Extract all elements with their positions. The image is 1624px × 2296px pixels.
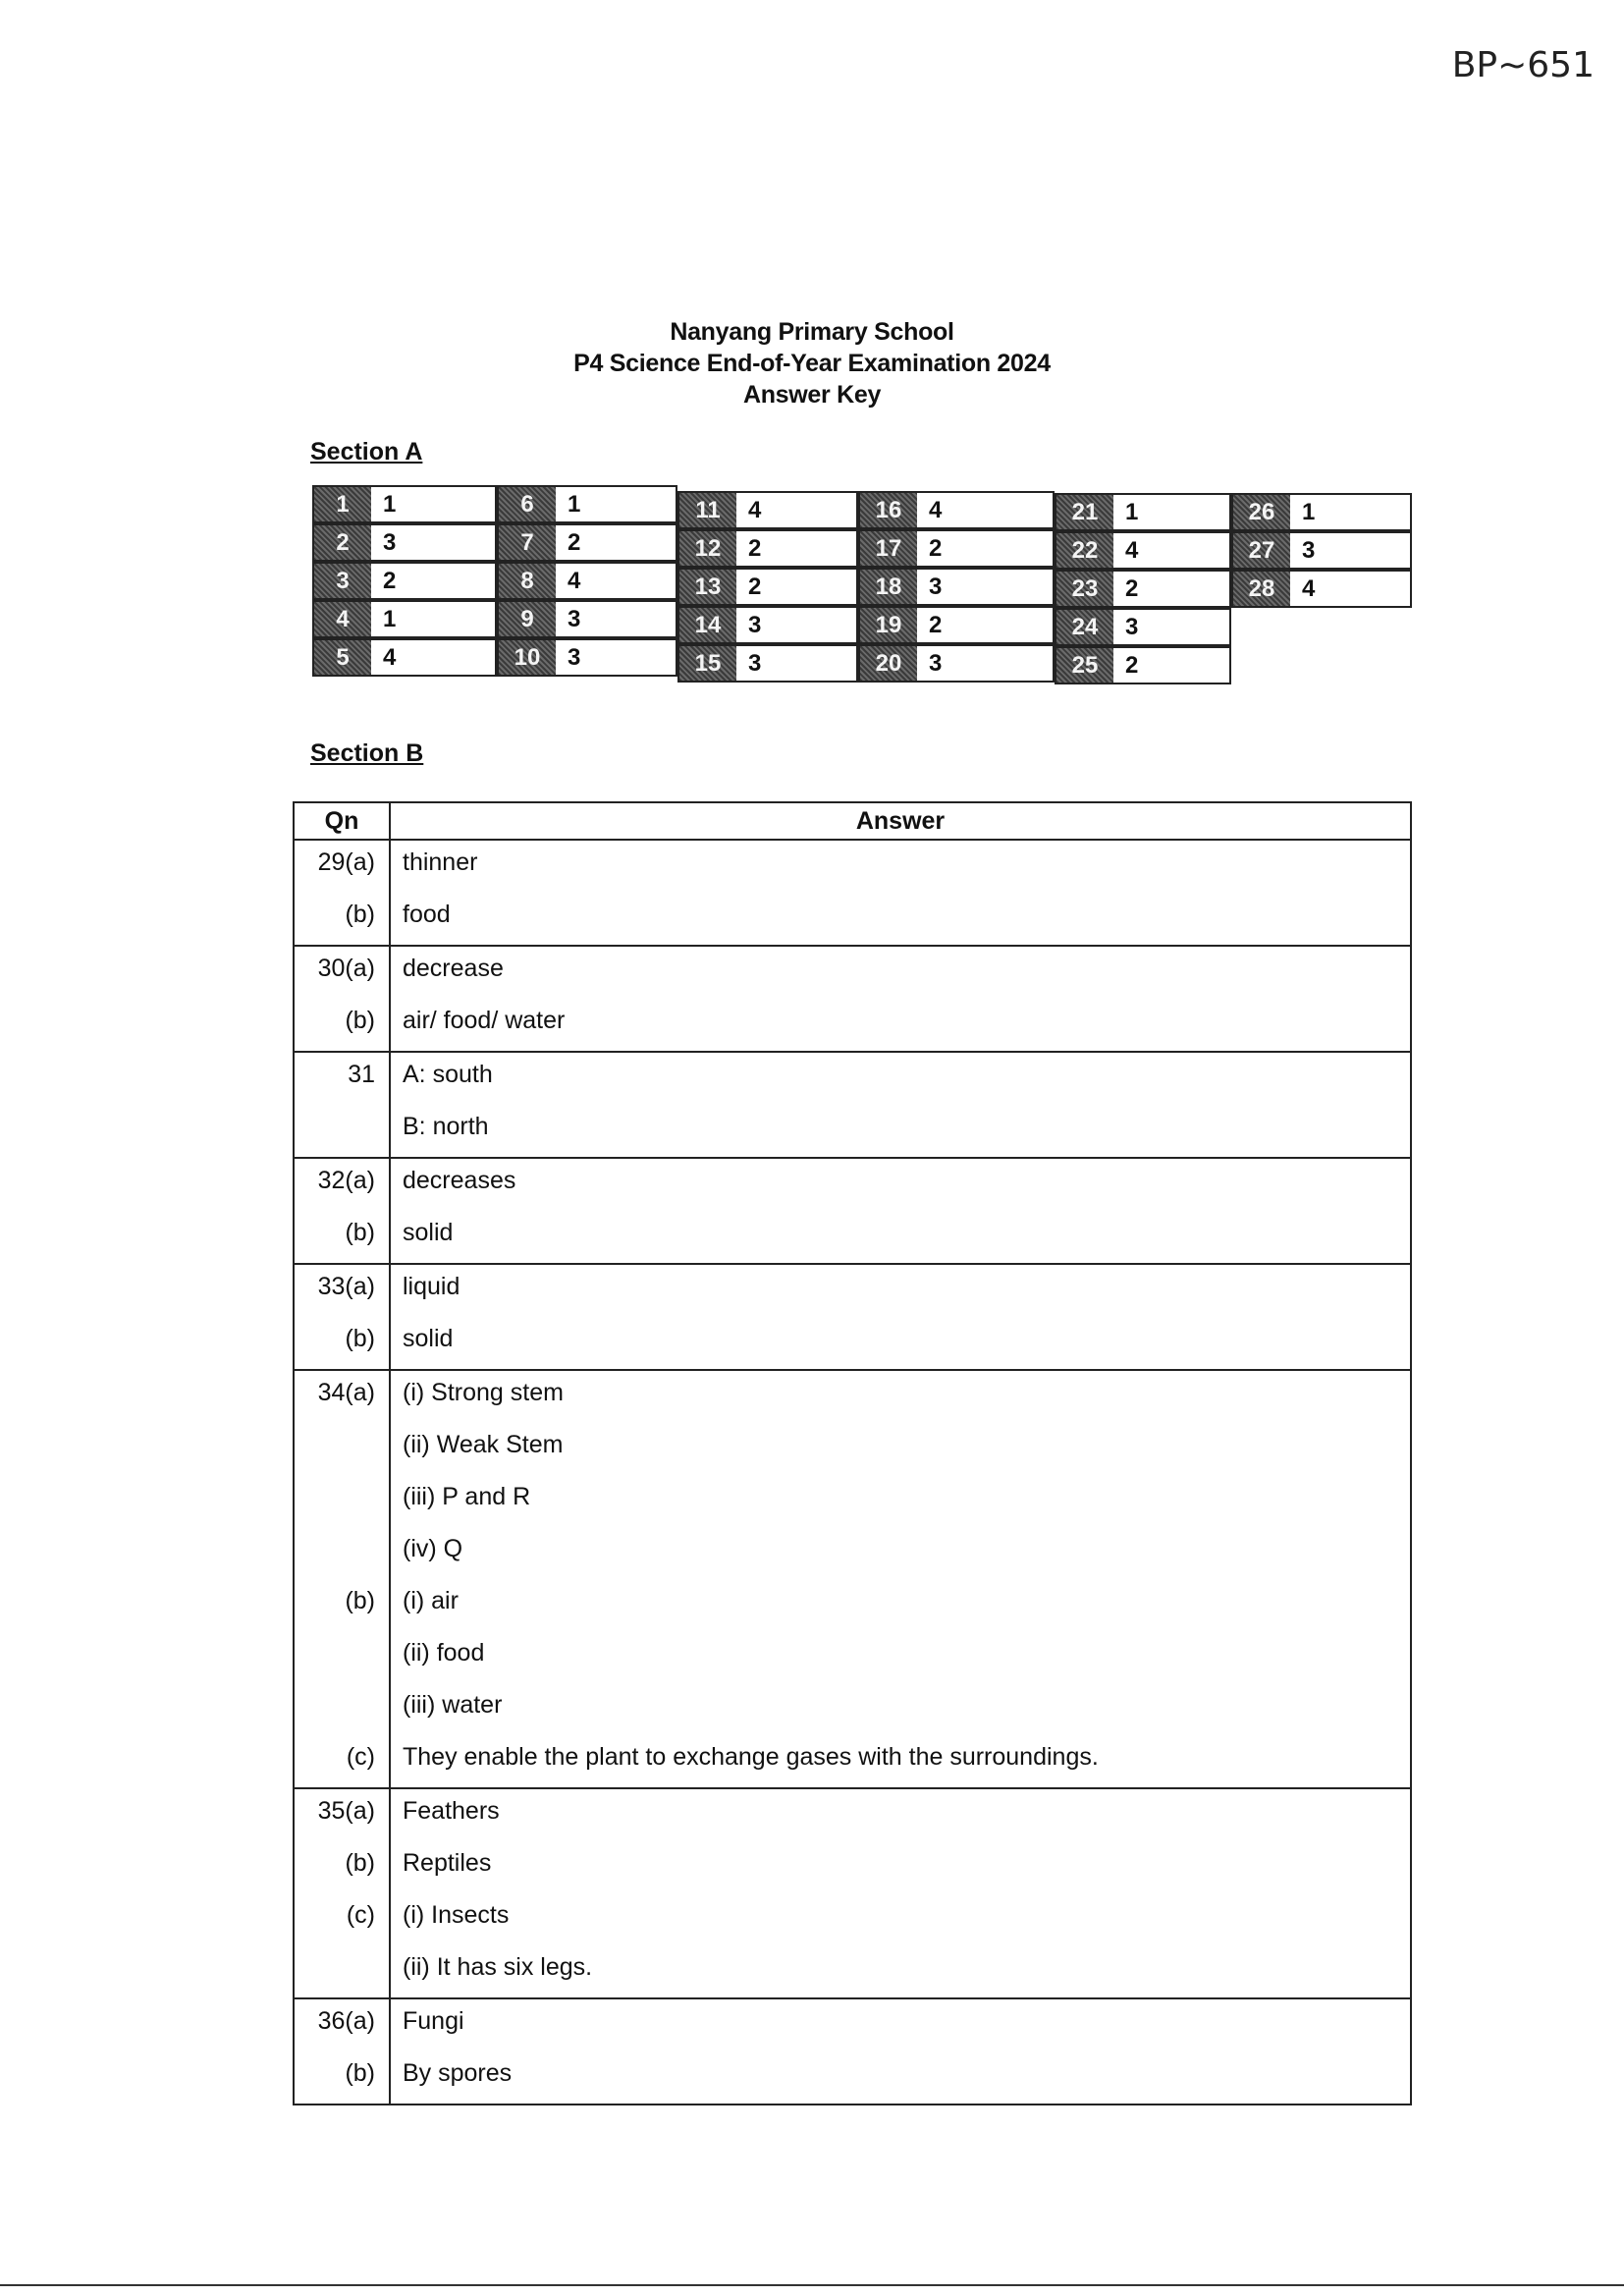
answer-option: 1 <box>568 491 581 518</box>
answer-option: 2 <box>568 529 581 556</box>
answer-text: decreases <box>403 1167 516 1194</box>
answer-text: (ii) It has six legs. <box>403 1953 593 1981</box>
mcq-answer-cell <box>1231 570 1412 608</box>
mcq-answer-cell <box>312 485 497 523</box>
answer-option: 4 <box>1302 575 1316 602</box>
question-number: 21 <box>1056 495 1113 529</box>
mcq-answer-cell <box>677 529 858 568</box>
qn-cell <box>294 1788 390 1998</box>
answer-option: 2 <box>748 535 762 562</box>
section-a-answer-grid <box>312 485 1412 693</box>
mcq-answer-cell <box>497 638 677 677</box>
answer-option: 2 <box>929 535 943 562</box>
question-label <box>295 1945 389 1997</box>
question-number: 1 <box>314 487 371 521</box>
answer-text: food <box>403 901 451 928</box>
answer-text: (ii) food <box>403 1639 485 1667</box>
answer-option: 1 <box>383 491 397 518</box>
question-number: 5 <box>314 640 371 675</box>
question-number: 18 <box>860 570 917 604</box>
mcq-answer-cell <box>677 568 858 606</box>
question-number: 4 <box>314 602 371 636</box>
answer-text: They enable the plant to exchange gases with the surroundings. <box>403 1743 1099 1771</box>
question-label: 32(a) <box>317 1167 375 1194</box>
answer-text: decrease <box>403 955 504 982</box>
document-header <box>0 316 1624 410</box>
answer-option: 2 <box>1125 652 1139 679</box>
mcq-answer-cell <box>1055 608 1231 646</box>
answer-option: 3 <box>1125 614 1139 640</box>
mcq-answer-cell <box>312 638 497 677</box>
question-number: 7 <box>499 525 556 560</box>
answer-option: 1 <box>1302 499 1316 525</box>
mcq-answer-cell <box>677 644 858 683</box>
question-label <box>295 1631 389 1683</box>
answer-cell <box>390 1788 1411 1998</box>
question-label: (b) <box>345 1219 375 1246</box>
question-number: 16 <box>860 493 917 527</box>
table-row <box>294 946 1411 1052</box>
question-label: 31 <box>348 1061 375 1088</box>
answer-option: 3 <box>748 650 762 677</box>
table-row <box>294 1052 1411 1158</box>
answer-text: B: north <box>403 1113 489 1140</box>
answer-cell <box>390 1370 1411 1788</box>
table-row <box>294 1370 1411 1788</box>
mcq-answer-cell <box>312 523 497 562</box>
qn-cell <box>294 1052 390 1158</box>
mcq-answer-cell <box>1055 646 1231 684</box>
table-row <box>294 840 1411 946</box>
question-number: 12 <box>679 531 736 566</box>
question-label: (c) <box>346 1901 375 1929</box>
answer-text: (i) Strong stem <box>403 1379 564 1406</box>
answer-option: 4 <box>383 644 397 671</box>
answer-text: A: south <box>403 1061 493 1088</box>
question-label: 30(a) <box>317 955 375 982</box>
answer-option: 3 <box>383 529 397 556</box>
question-number: 19 <box>860 608 917 642</box>
mcq-answer-cell <box>1231 493 1412 531</box>
question-number: 17 <box>860 531 917 566</box>
question-number: 10 <box>499 640 556 675</box>
table-row <box>294 1158 1411 1264</box>
qn-cell <box>294 946 390 1052</box>
question-label <box>295 1105 389 1157</box>
school-name: Nanyang Primary School <box>670 318 954 346</box>
mcq-answer-cell <box>858 606 1055 644</box>
answer-option: 1 <box>1125 499 1139 525</box>
mcq-answer-cell <box>497 523 677 562</box>
question-label <box>295 1423 389 1475</box>
question-number: 26 <box>1233 495 1290 529</box>
answer-text: (iii) P and R <box>403 1483 531 1510</box>
answer-option: 3 <box>568 644 581 671</box>
qn-cell <box>294 1264 390 1370</box>
question-label: 29(a) <box>317 848 375 876</box>
answer-text: (iv) Q <box>403 1535 463 1562</box>
mcq-answer-cell <box>677 606 858 644</box>
answer-column-header: Answer <box>390 802 1411 840</box>
question-label <box>295 1475 389 1527</box>
question-number: 6 <box>499 487 556 521</box>
qn-cell <box>294 840 390 946</box>
mcq-answer-cell <box>1055 570 1231 608</box>
table-row <box>294 1788 1411 1998</box>
answer-cell <box>390 840 1411 946</box>
question-label: 33(a) <box>317 1273 375 1300</box>
question-label: (b) <box>345 1849 375 1877</box>
answer-option: 3 <box>748 612 762 638</box>
question-label: (b) <box>345 1325 375 1352</box>
answer-option: 4 <box>1125 537 1139 564</box>
question-number: 25 <box>1056 648 1113 683</box>
mcq-answer-cell <box>858 529 1055 568</box>
mcq-answer-cell <box>1231 531 1412 570</box>
mcq-answer-cell <box>677 491 858 529</box>
answer-text: Fungi <box>403 2007 464 2035</box>
answer-text: Reptiles <box>403 1849 492 1877</box>
answer-text: solid <box>403 1219 454 1246</box>
question-number: 13 <box>679 570 736 604</box>
question-number: 24 <box>1056 610 1113 644</box>
question-number: 28 <box>1233 572 1290 606</box>
answer-option: 2 <box>929 612 943 638</box>
answer-option: 3 <box>929 574 943 600</box>
mcq-answer-cell <box>497 485 677 523</box>
answer-text: By spores <box>403 2059 513 2087</box>
question-label: (b) <box>345 901 375 928</box>
question-label: 34(a) <box>317 1379 375 1406</box>
mcq-answer-cell <box>1055 493 1231 531</box>
question-label: (b) <box>345 1007 375 1034</box>
question-label <box>295 1683 389 1735</box>
table-row <box>294 1998 1411 2105</box>
table-header-row <box>294 802 1411 840</box>
question-number: 3 <box>314 564 371 598</box>
answer-cell <box>390 1998 1411 2105</box>
section-b-heading: Section B <box>310 739 424 767</box>
mcq-answer-cell <box>858 568 1055 606</box>
answer-text: thinner <box>403 848 478 876</box>
answer-cell <box>390 1052 1411 1158</box>
section-a-heading: Section A <box>310 438 423 465</box>
answer-text: (i) Insects <box>403 1901 510 1929</box>
answer-option: 2 <box>383 568 397 594</box>
answer-text: Feathers <box>403 1797 500 1825</box>
question-label: (b) <box>345 2059 375 2087</box>
mcq-answer-cell <box>312 600 497 638</box>
answer-option: 4 <box>568 568 581 594</box>
question-label: 35(a) <box>317 1797 375 1825</box>
mcq-answer-cell <box>497 562 677 600</box>
question-number: 23 <box>1056 572 1113 606</box>
answer-text: liquid <box>403 1273 460 1300</box>
qn-cell <box>294 1370 390 1788</box>
answer-option: 2 <box>748 574 762 600</box>
exam-title: P4 Science End-of-Year Examination 2024 <box>573 350 1051 377</box>
answer-option: 3 <box>929 650 943 677</box>
question-number: 22 <box>1056 533 1113 568</box>
question-number: 20 <box>860 646 917 681</box>
answer-key-title: Answer Key <box>742 381 882 409</box>
answer-option: 1 <box>383 606 397 632</box>
qn-cell <box>294 1998 390 2105</box>
answer-option: 2 <box>1125 575 1139 602</box>
qn-cell <box>294 1158 390 1264</box>
answer-cell <box>390 1158 1411 1264</box>
question-label <box>295 1527 389 1579</box>
section-b-answer-table <box>293 801 1412 2105</box>
mcq-answer-cell <box>858 491 1055 529</box>
mcq-answer-cell <box>1055 531 1231 570</box>
answer-text: (i) air <box>403 1587 459 1614</box>
answer-text: air/ food/ water <box>403 1007 566 1034</box>
mcq-answer-cell <box>312 562 497 600</box>
question-number: 15 <box>679 646 736 681</box>
bottom-rule <box>0 2284 1624 2286</box>
answer-text: (ii) Weak Stem <box>403 1431 564 1458</box>
qn-column-header: Qn <box>294 802 390 840</box>
question-label: 36(a) <box>317 2007 375 2035</box>
mcq-answer-cell <box>497 600 677 638</box>
question-number: 8 <box>499 564 556 598</box>
table-row <box>294 1264 1411 1370</box>
answer-cell <box>390 1264 1411 1370</box>
question-number: 9 <box>499 602 556 636</box>
question-number: 11 <box>679 493 736 527</box>
mcq-answer-cell <box>858 644 1055 683</box>
question-number: 14 <box>679 608 736 642</box>
page-code: BP~651 <box>1451 45 1595 85</box>
answer-text: (iii) water <box>403 1691 503 1719</box>
question-number: 27 <box>1233 533 1290 568</box>
answer-option: 3 <box>1302 537 1316 564</box>
answer-cell <box>390 946 1411 1052</box>
question-number: 2 <box>314 525 371 560</box>
answer-text: solid <box>403 1325 454 1352</box>
answer-option: 4 <box>748 497 762 523</box>
question-label: (c) <box>346 1743 375 1771</box>
answer-option: 4 <box>929 497 943 523</box>
answer-option: 3 <box>568 606 581 632</box>
question-label: (b) <box>345 1587 375 1614</box>
